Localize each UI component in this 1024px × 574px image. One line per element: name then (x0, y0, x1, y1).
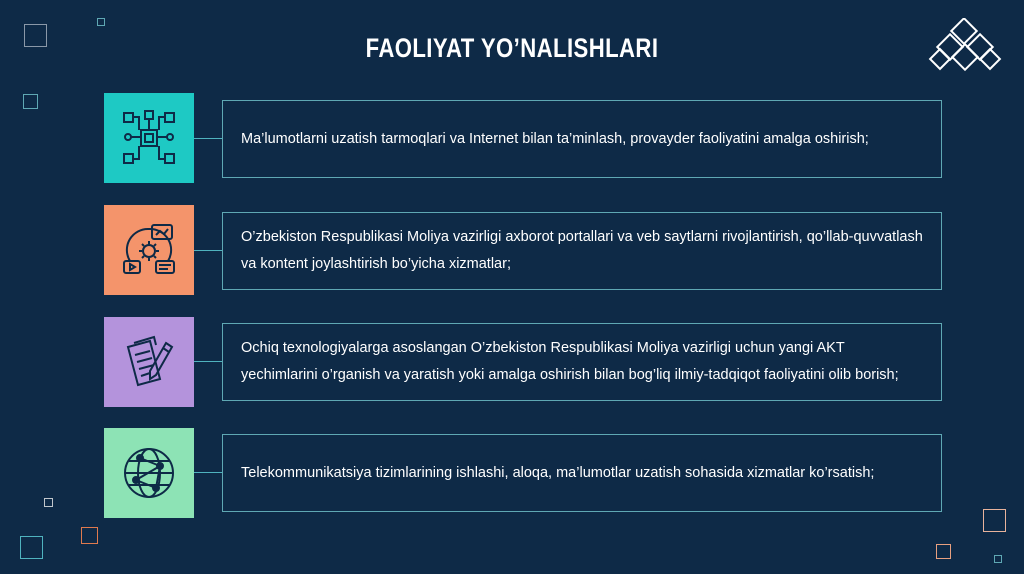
list-item (222, 434, 942, 512)
item-text: O’zbekiston Respublikasi Moliya vazirligi axborot portallari va veb saytlarni rivojlantirish, qo’llab-quvvatlash va kontent joylashtirish bo’yicha xizmatlar; (241, 229, 923, 272)
item-text: Ochiq texnologiyalarga asoslangan O’zbekiston Respublikasi Moliya vazirligi uchun yangi AKT yechimlarini o’rganish va yaratish yoki amalga oshirish bilan bog’liq ilmiy-tadqiqot faoliyatini olib borish; (241, 340, 899, 383)
connector-line (194, 472, 222, 473)
page-title: FAOLIYAT YO’NALISHLARI (365, 33, 659, 63)
deco-square (983, 509, 1006, 532)
list-item (222, 323, 942, 401)
deco-square (97, 18, 105, 26)
logo-icon (927, 18, 1007, 76)
deco-square (24, 24, 47, 47)
connector-line (194, 250, 222, 251)
deco-square (81, 527, 98, 544)
item-icon-box (104, 428, 194, 518)
deco-square (23, 94, 38, 109)
item-icon-box (104, 93, 194, 183)
list-item (222, 212, 942, 290)
deco-square (44, 498, 53, 507)
network-chip-icon (120, 109, 178, 167)
deco-square (994, 555, 1002, 563)
item-icon-box (104, 205, 194, 295)
item-text: Ma’lumotlarni uzatish tarmoqlari va Internet bilan ta’minlash, provayder faoliyatini amalga oshirish; (241, 130, 869, 147)
globe-network-icon (120, 444, 178, 502)
connector-line (194, 138, 222, 139)
item-text: Telekommunikatsiya tizimlarining ishlashi, aloqa, ma’lumotlar uzatish sohasida xizmatlar ko’rsatish; (241, 464, 875, 481)
web-content-gear-icon (120, 221, 178, 279)
deco-square (936, 544, 951, 559)
item-icon-box (104, 317, 194, 407)
list-item (222, 100, 942, 178)
connector-line (194, 361, 222, 362)
document-pencil-icon (120, 333, 178, 391)
deco-square (20, 536, 43, 559)
